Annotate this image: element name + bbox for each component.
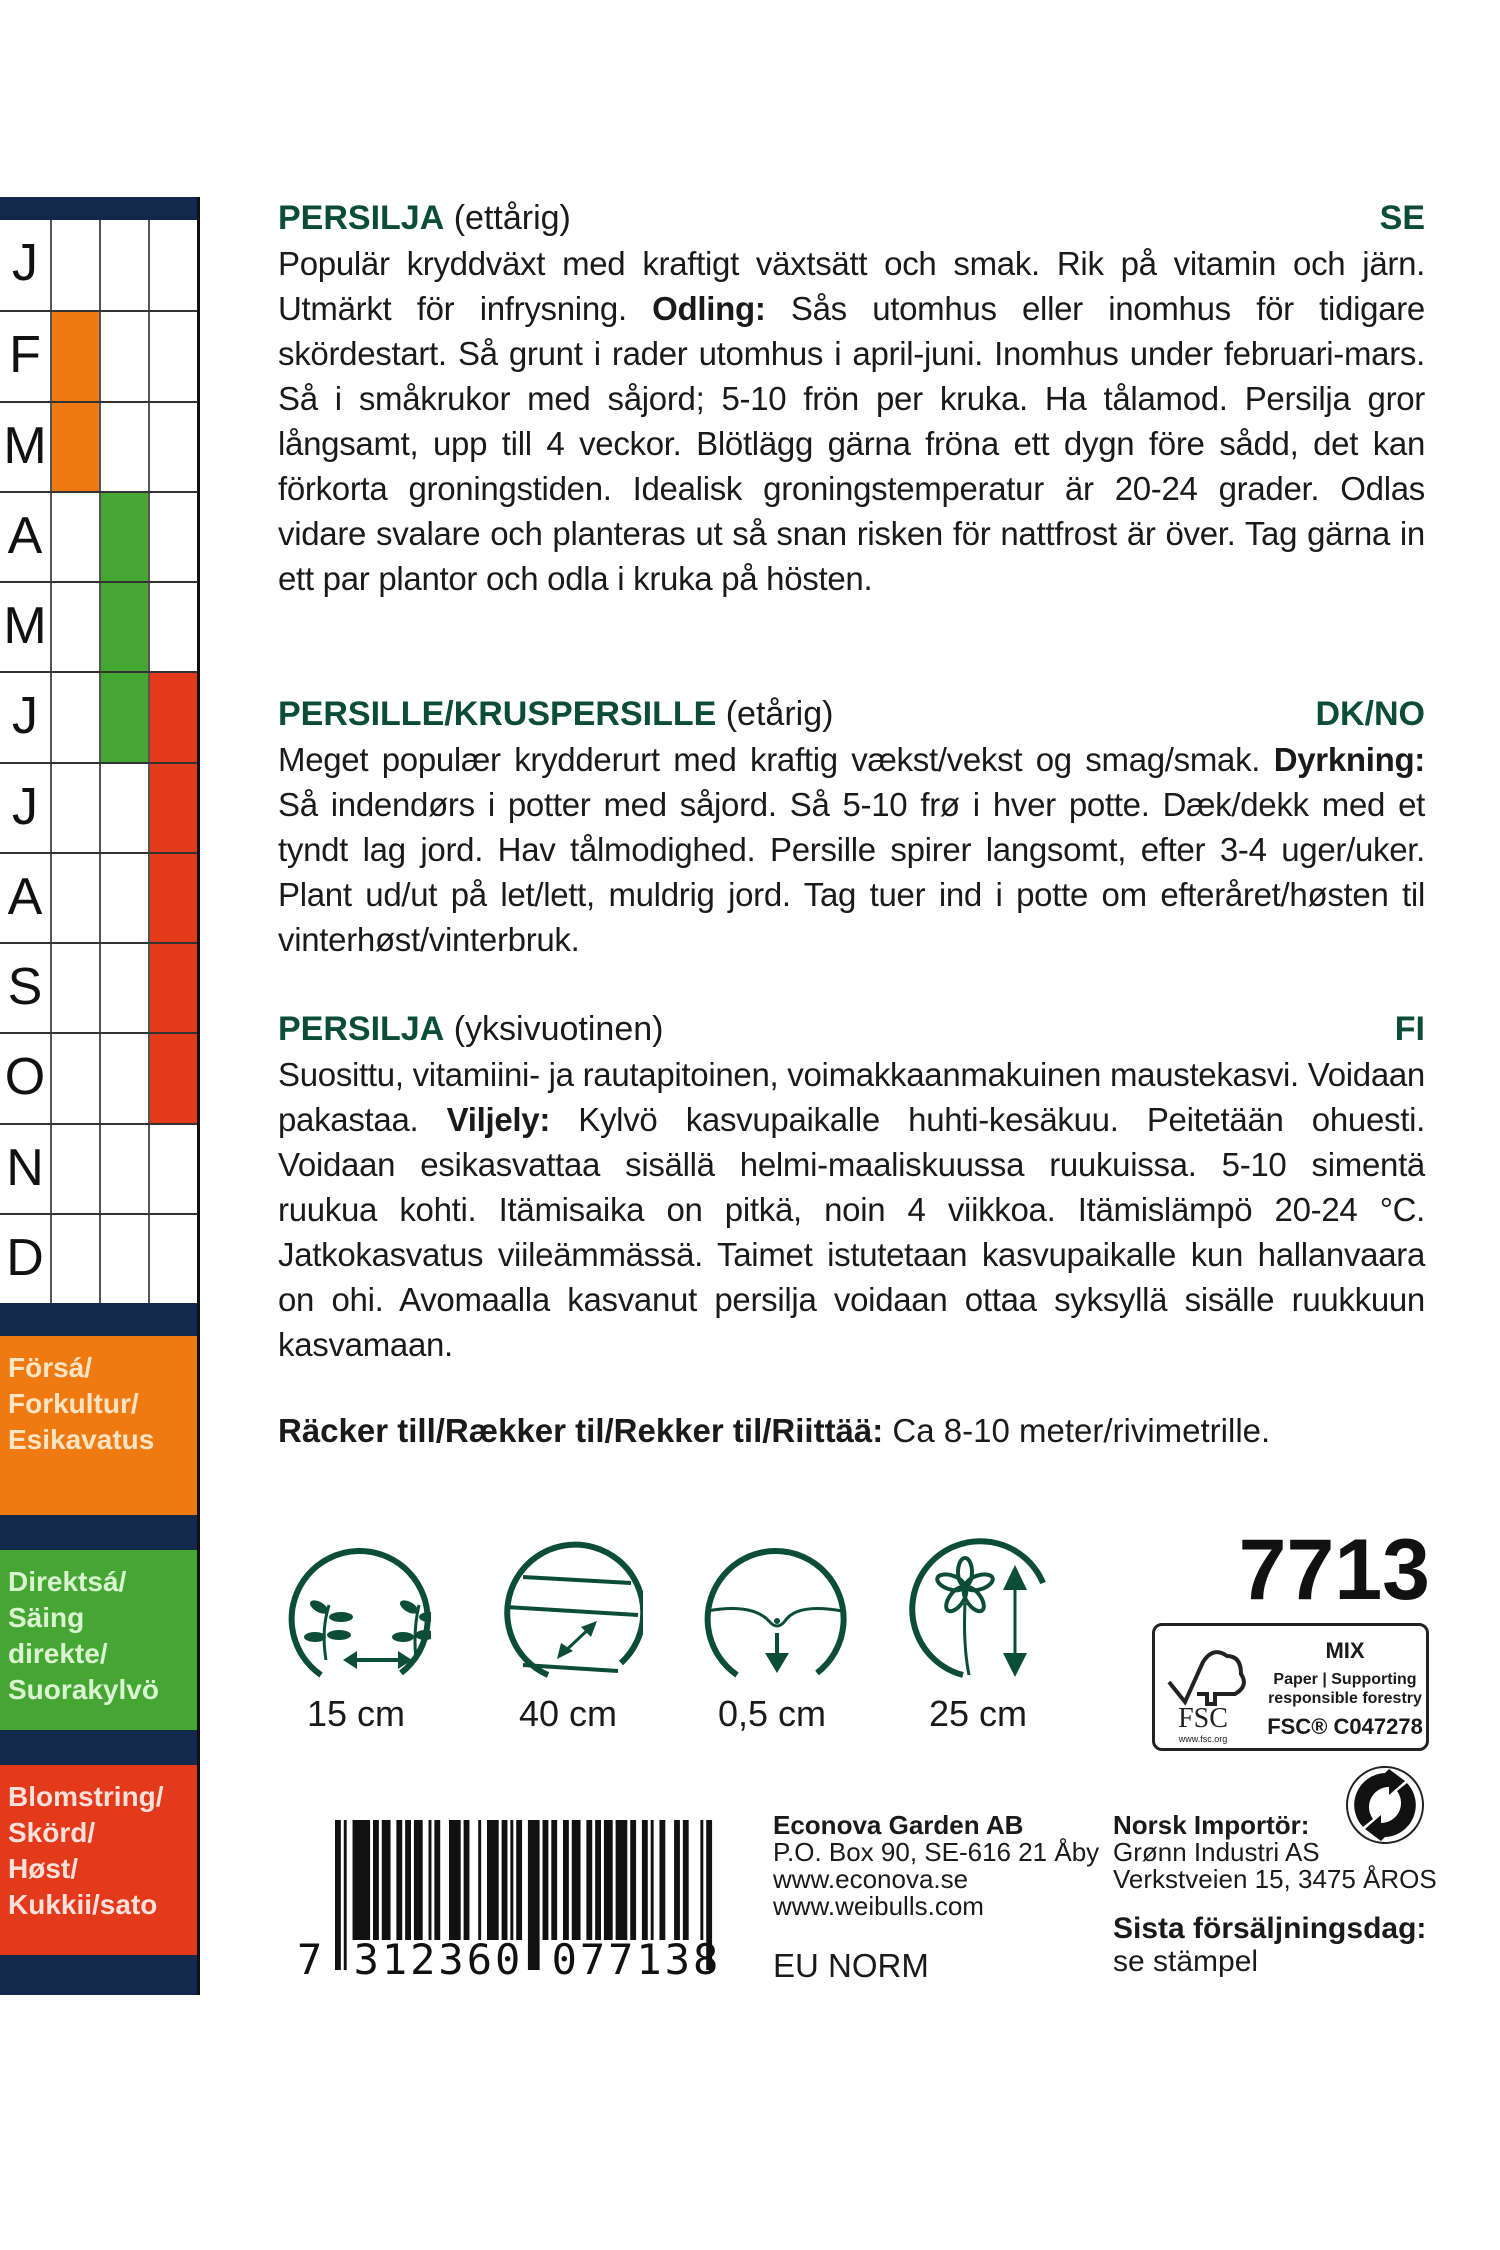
month-label: S	[0, 944, 52, 1032]
calendar-header-bar	[0, 197, 197, 220]
language-code: DK/NO	[1315, 695, 1425, 733]
legend-text: Forkultur/	[8, 1388, 139, 1419]
section-title-wrap	[278, 197, 571, 241]
plant-spacing	[276, 1535, 436, 1735]
calendar-cell-presow	[52, 944, 101, 1032]
calendar-cell-presow	[52, 583, 101, 671]
month-label: A	[0, 854, 52, 942]
calendar-row	[0, 671, 197, 761]
calendar-cell-direct	[101, 220, 150, 310]
calendar-cell-direct	[101, 403, 150, 491]
fsc-paper-text	[1260, 1670, 1430, 1708]
calendar-cell-harvest	[150, 854, 197, 942]
plant-spacing-icon	[281, 1535, 431, 1685]
calendar-cell-presow	[52, 220, 101, 310]
legend-text: Blomstring/	[8, 1781, 164, 1812]
section-subtitle: (yksivuotinen)	[453, 1010, 664, 1048]
calendar-cell-harvest	[150, 493, 197, 581]
calendar-cell-presow	[52, 1034, 101, 1122]
month-label: M	[0, 583, 52, 671]
body-bold: Dyrkning:	[1273, 741, 1425, 778]
body-text: Populär kryddväxt med kraftigt växtsätt och smak. Rik på vitamin och järn. Utmärkt för infrysning.	[278, 245, 1425, 327]
importer-name: Grønn Industri AS	[1113, 1837, 1320, 1867]
calendar-cell-harvest	[150, 403, 197, 491]
calendar-cell-direct	[101, 1215, 150, 1303]
calendar-cell-direct	[101, 854, 150, 942]
eu-norm: EU NORM	[773, 1947, 929, 1984]
company-website: www.econova.se	[773, 1864, 969, 1894]
calendar-cell-presow	[52, 1125, 101, 1213]
calendar-cell-presow	[52, 403, 101, 491]
month-label: N	[0, 1125, 52, 1213]
icon-label: 0,5 cm	[717, 1693, 827, 1734]
legend-direct-sow	[0, 1550, 197, 1730]
legend-harvest	[0, 1765, 197, 1955]
legend-text: Suorakylvö	[8, 1674, 159, 1705]
calendar-cell-direct	[101, 583, 150, 671]
section-body	[278, 1052, 1425, 1367]
coverage-value: Ca 8-10 meter/rivimetrille.	[883, 1412, 1271, 1449]
body-text: Meget populær krydderurt med kraftig vækst/vekst og smag/smak.	[278, 741, 1274, 778]
section-header	[278, 693, 1425, 737]
calendar-row	[0, 1123, 197, 1213]
company-info	[773, 1812, 1099, 1920]
plant-height-icon	[903, 1535, 1053, 1685]
calendar-cell-direct	[101, 1034, 150, 1122]
calendar-cell-harvest	[150, 220, 197, 310]
month-label: J	[0, 220, 52, 310]
section-se	[278, 197, 1425, 601]
legend-text: Direktsá/	[8, 1566, 127, 1597]
calendar-cell-harvest	[150, 944, 197, 1032]
calendar-cell-direct	[101, 764, 150, 852]
row-spacing-icon	[493, 1535, 643, 1685]
calendar-cell-harvest	[150, 1034, 197, 1122]
coverage-info	[278, 1408, 1270, 1453]
month-label: F	[0, 312, 52, 400]
section-subtitle: (ettårig)	[453, 199, 571, 237]
legend-text: Skörd/	[8, 1817, 96, 1848]
coverage-label: Räcker till/Rækker til/Rekker til/Riittää:	[278, 1412, 884, 1449]
fsc-badge	[1152, 1623, 1429, 1751]
svg-text:FSC: FSC	[1178, 1703, 1228, 1734]
section-dk-no	[278, 693, 1425, 962]
calendar-cell-presow	[52, 764, 101, 852]
importer-label: Norsk Importör:	[1113, 1810, 1310, 1840]
calendar-row	[0, 942, 197, 1032]
section-title-wrap	[278, 1008, 663, 1052]
calendar-cell-presow	[52, 673, 101, 761]
fsc-mix: MIX	[1325, 1638, 1365, 1663]
section-title: PERSILJA	[278, 1010, 445, 1048]
body-bold: Viljely:	[446, 1101, 551, 1138]
barcode-number: 7 312360 077138	[297, 1935, 722, 1984]
section-header	[278, 1008, 1425, 1052]
legend-text: Säing	[8, 1602, 85, 1633]
fsc-line: responsible forestry	[1268, 1690, 1422, 1707]
calendar-row	[0, 1032, 197, 1122]
row-spacing	[488, 1535, 648, 1735]
calendar-cell-direct	[101, 673, 150, 761]
plant-height	[898, 1535, 1058, 1735]
section-title-wrap	[278, 693, 833, 737]
section-header	[278, 197, 1425, 241]
calendar-row	[0, 852, 197, 942]
calendar-row	[0, 762, 197, 852]
body-text: Sås utomhus eller inomhus för tidigare skördestart. Så grunt i rader utomhus i april-juni. Inomhus under februari-mars. Så i småkrukor med såjord; 5-10 frön per kruka. Ha tålamod. Persilja gror långsamt, upp till 4 veckor. Blötlägg gärna fröna ett dygn före sådd, det kan förkorta groningstiden. Idealisk groningstemperatur är 20-24 grader. Odlas vidare svalare och planteras ut så snan risken för nattfrost är över. Tag gärna in ett par plantor och odla i kruka på hösten.	[278, 290, 1425, 597]
calendar-cell-harvest	[150, 312, 197, 400]
svg-text:www.fsc.org: www.fsc.org	[1178, 1734, 1228, 1744]
calendar-row	[0, 491, 197, 581]
fsc-tree-icon	[1163, 1632, 1253, 1747]
importer-info	[1113, 1812, 1437, 1893]
month-label: O	[0, 1034, 52, 1122]
body-text: Kylvö kasvupaikalle huhti-kesäkuu. Peitetään ohuesti. Voidaan esikasvattaa sisällä helmi-maaliskuussa ruukuissa. 5-10 simentä ruukua kohti. Itämisaika on pitkä, noin 4 viikkoa. Itämislämpö 20-24 °C. Jatkokasvatus viileämmässä. Taimet istutetaan kasvupaikalle kun hallanvaara on ohi. Avomaalla kasvanut persilja voidaan ottaa syksyllä sisälle ruukkuun kasvamaan.	[278, 1101, 1425, 1363]
section-title: PERSILLE/KRUSPERSILLE	[278, 695, 717, 733]
month-label: D	[0, 1215, 52, 1303]
company-website: www.weibulls.com	[773, 1891, 984, 1921]
calendar-cell-direct	[101, 312, 150, 400]
icon-label: 40 cm	[518, 1693, 618, 1734]
calendar-cell-harvest	[150, 673, 197, 761]
calendar-cell-harvest	[150, 583, 197, 671]
section-fi	[278, 1008, 1425, 1367]
calendar-row	[0, 1213, 197, 1303]
company-address: P.O. Box 90, SE-616 21 Åby	[773, 1837, 1100, 1867]
month-label: J	[0, 673, 52, 761]
importer-address: Verkstveien 15, 3475 ÅROS	[1113, 1864, 1437, 1894]
icon-label: 15 cm	[306, 1693, 406, 1734]
product-number: 7713	[1238, 1522, 1430, 1618]
last-sale-label: Sista försäljningsdag:	[1113, 1912, 1427, 1945]
calendar-cell-harvest	[150, 1215, 197, 1303]
legend-text: Høst/	[8, 1853, 78, 1884]
calendar-cell-presow	[52, 493, 101, 581]
section-body	[278, 241, 1425, 601]
calendar-row	[0, 310, 197, 400]
last-sale-value: se stämpel	[1113, 1945, 1259, 1978]
sowing-depth-icon	[697, 1535, 847, 1685]
language-code: FI	[1394, 1010, 1425, 1048]
legend-text: Försá/	[8, 1352, 93, 1383]
calendar-cell-direct	[101, 944, 150, 1032]
calendar-row	[0, 581, 197, 671]
fsc-line: Paper | Supporting	[1273, 1671, 1417, 1688]
legend-presow	[0, 1336, 197, 1515]
calendar-cell-direct	[101, 493, 150, 581]
body-bold: Odling:	[652, 290, 766, 327]
language-code: SE	[1379, 199, 1425, 237]
sowing-depth	[692, 1535, 852, 1735]
calendar-row	[0, 220, 197, 310]
legend-text: Esikavatus	[8, 1424, 155, 1455]
calendar-cell-harvest	[150, 1125, 197, 1213]
fsc-code: FSC® C047278	[1267, 1714, 1423, 1739]
month-label: M	[0, 403, 52, 491]
calendar-cell-presow	[52, 1215, 101, 1303]
section-title: PERSILJA	[278, 199, 445, 237]
company-name: Econova Garden AB	[773, 1810, 1024, 1840]
calendar-cell-direct	[101, 1125, 150, 1213]
icon-label: 25 cm	[928, 1693, 1028, 1734]
month-label: J	[0, 764, 52, 852]
calendar-cell-presow	[52, 854, 101, 942]
body-text: Så indendørs i potter med såjord. Så 5-10 frø i hver potte. Dæk/dekk med et tyndt lag jord. Hav tålmodighed. Persille spirer langsomt, efter 3-4 uger/uker. Plant ud/ut på let/lett, muldrig jord. Tag tuer ind i potte om efteråret/høsten til vinterhøst/vinterbruk.	[278, 786, 1425, 958]
calendar-cell-presow	[52, 312, 101, 400]
calendar-cell-harvest	[150, 764, 197, 852]
section-body	[278, 737, 1425, 962]
legend-text: direkte/	[8, 1638, 108, 1669]
calendar-grid	[0, 220, 197, 1303]
body-text: Suosittu, vitamiini- ja rautapitoinen, voimakkaanmakuinen maustekasvi. Voidaan pakastaa.	[278, 1056, 1425, 1138]
month-label: A	[0, 493, 52, 581]
last-sale-date	[1113, 1912, 1426, 1978]
calendar-row	[0, 401, 197, 491]
legend-text: Kukkii/sato	[8, 1889, 158, 1920]
section-subtitle: (etårig)	[725, 695, 834, 733]
